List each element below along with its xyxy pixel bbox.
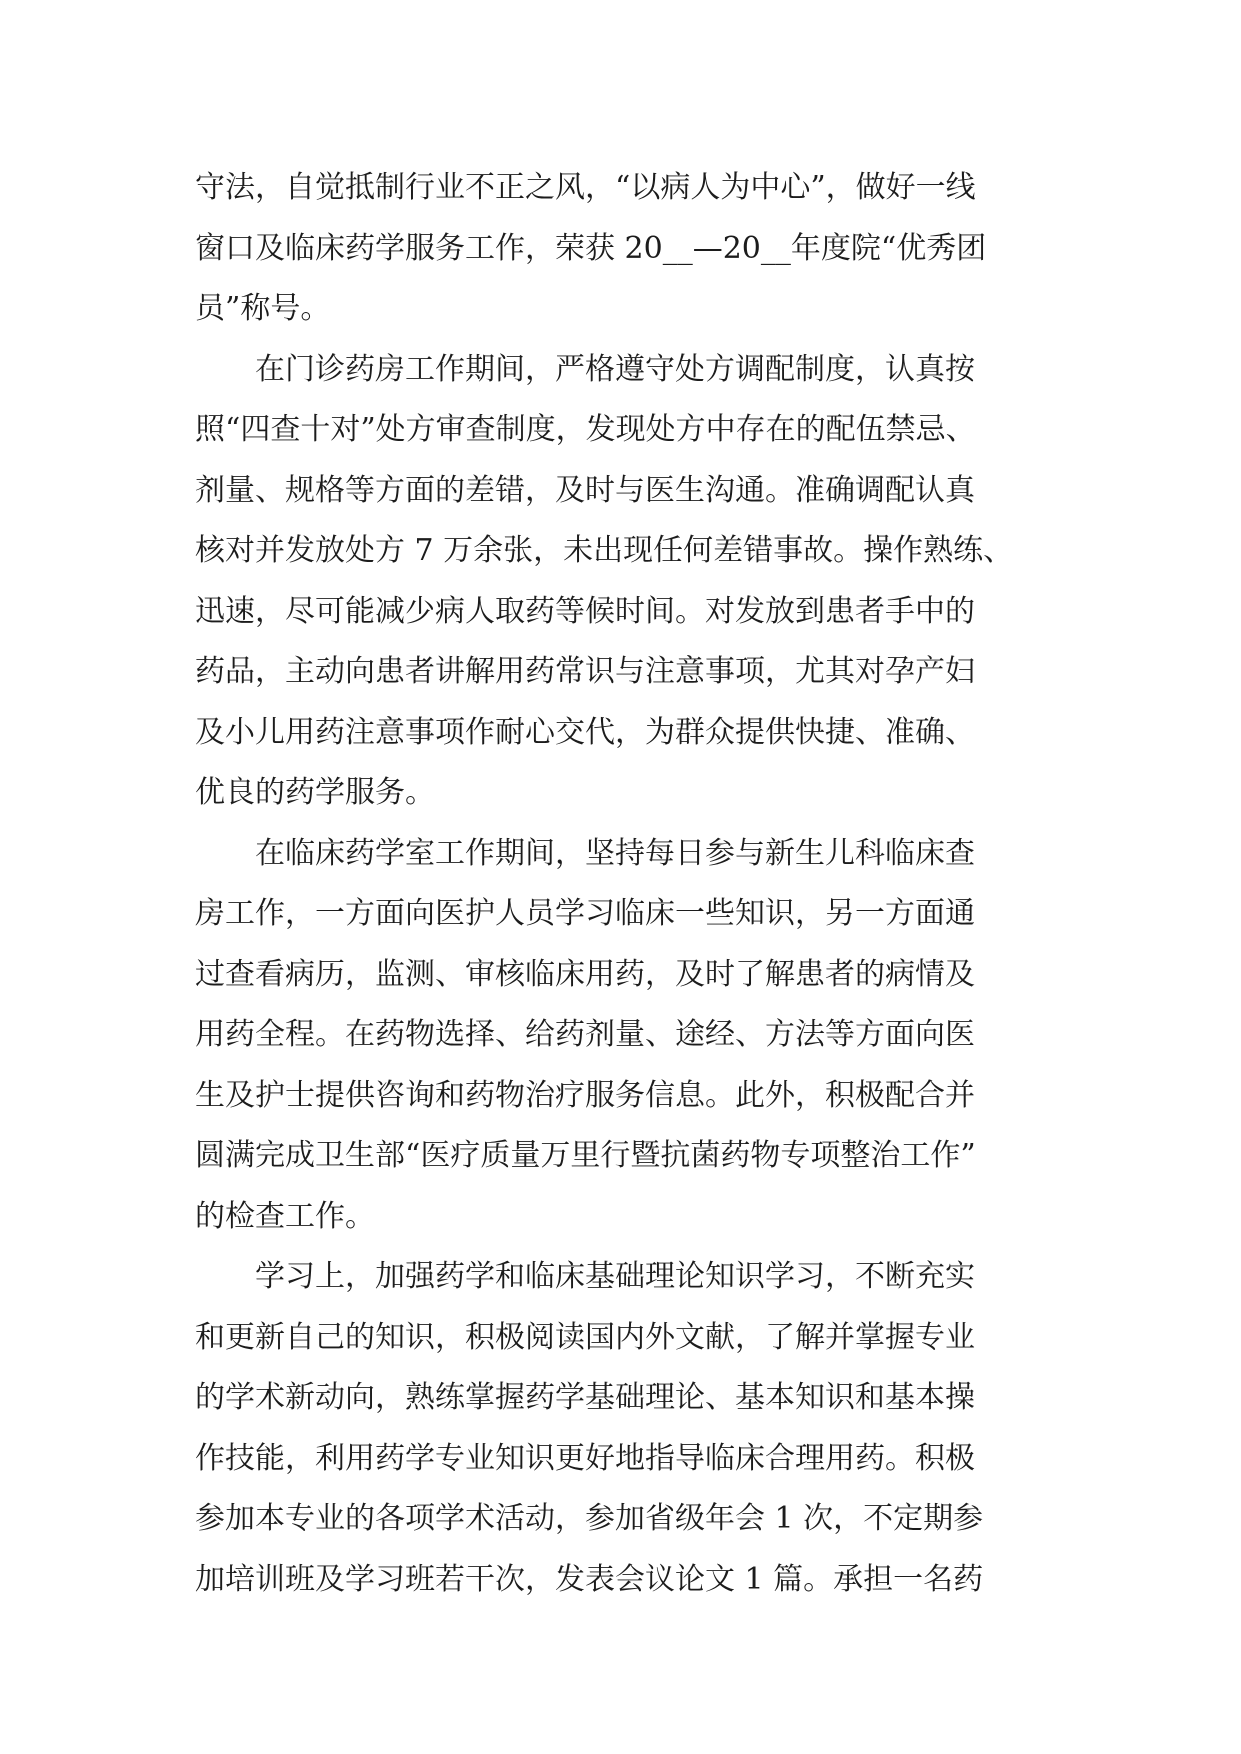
text-line: 在门诊药房工作期间，严格遵守处方调配制度，认真按 — [195, 351, 975, 387]
text-line: 的检查工作。 — [195, 1198, 375, 1234]
paragraph-1 — [195, 158, 1055, 340]
text-line: 优良的药学服务。 — [195, 775, 435, 810]
text-line: 用药全程。在药物选择、给药剂量、途经、方法等方面向医 — [195, 1017, 975, 1052]
text-line: 生及护士提供咨询和药物治疗服务信息。此外，积极配合并 — [195, 1077, 975, 1113]
text-line: 过查看病历，监测、审核临床用药，及时了解患者的病情及 — [195, 956, 975, 992]
text-line: 照“四查十对”处方审查制度，发现处方中存在的配伍禁忌、 — [195, 412, 976, 447]
text-line: 窗口及临床药学服务工作，荣获 20__—20__年度院“优秀团 — [195, 230, 987, 266]
text-line: 的学术新动向，熟练掌握药学基础理论、基本知识和基本操 — [195, 1380, 975, 1415]
paragraph-3 — [195, 824, 1055, 1248]
text-line: 守法，自觉抵制行业不正之风，“以病人为中心”，做好一线 — [195, 170, 976, 205]
text-line: 药品，主动向患者讲解用药常识与注意事项，尤其对孕产妇 — [195, 654, 975, 689]
text-line: 核对并发放处方 7 万余张，未出现任何差错事故。操作熟练、 — [195, 533, 1014, 568]
paragraph-4 — [195, 1247, 1055, 1610]
document-body — [195, 158, 1055, 1610]
paragraph-2 — [195, 340, 1055, 824]
text-line: 迅速，尽可能减少病人取药等候时间。对发放到患者手中的 — [195, 593, 975, 629]
text-line: 圆满完成卫生部“医疗质量万里行暨抗菌药物专项整治工作” — [195, 1138, 976, 1173]
text-line: 在临床药学室工作期间，坚持每日参与新生儿科临床查 — [195, 835, 975, 871]
text-line: 学习上，加强药学和临床基础理论知识学习，不断充实 — [195, 1259, 975, 1294]
text-line: 和更新自己的知识，积极阅读国内外文献，了解并掌握专业 — [195, 1319, 975, 1355]
text-line: 作技能，利用药学专业知识更好地指导临床合理用药。积极 — [195, 1440, 975, 1476]
text-line: 及小儿用药注意事项作耐心交代，为群众提供快捷、准确、 — [195, 714, 975, 750]
text-line: 剂量、规格等方面的差错，及时与医生沟通。准确调配认真 — [195, 472, 975, 508]
text-line: 员”称号。 — [195, 291, 331, 326]
text-line: 加培训班及学习班若干次，发表会议论文 1 篇。承担一名药 — [195, 1561, 984, 1597]
text-line: 参加本专业的各项学术活动，参加省级年会 1 次，不定期参 — [195, 1501, 984, 1536]
text-line: 房工作，一方面向医护人员学习临床一些知识，另一方面通 — [195, 896, 975, 931]
